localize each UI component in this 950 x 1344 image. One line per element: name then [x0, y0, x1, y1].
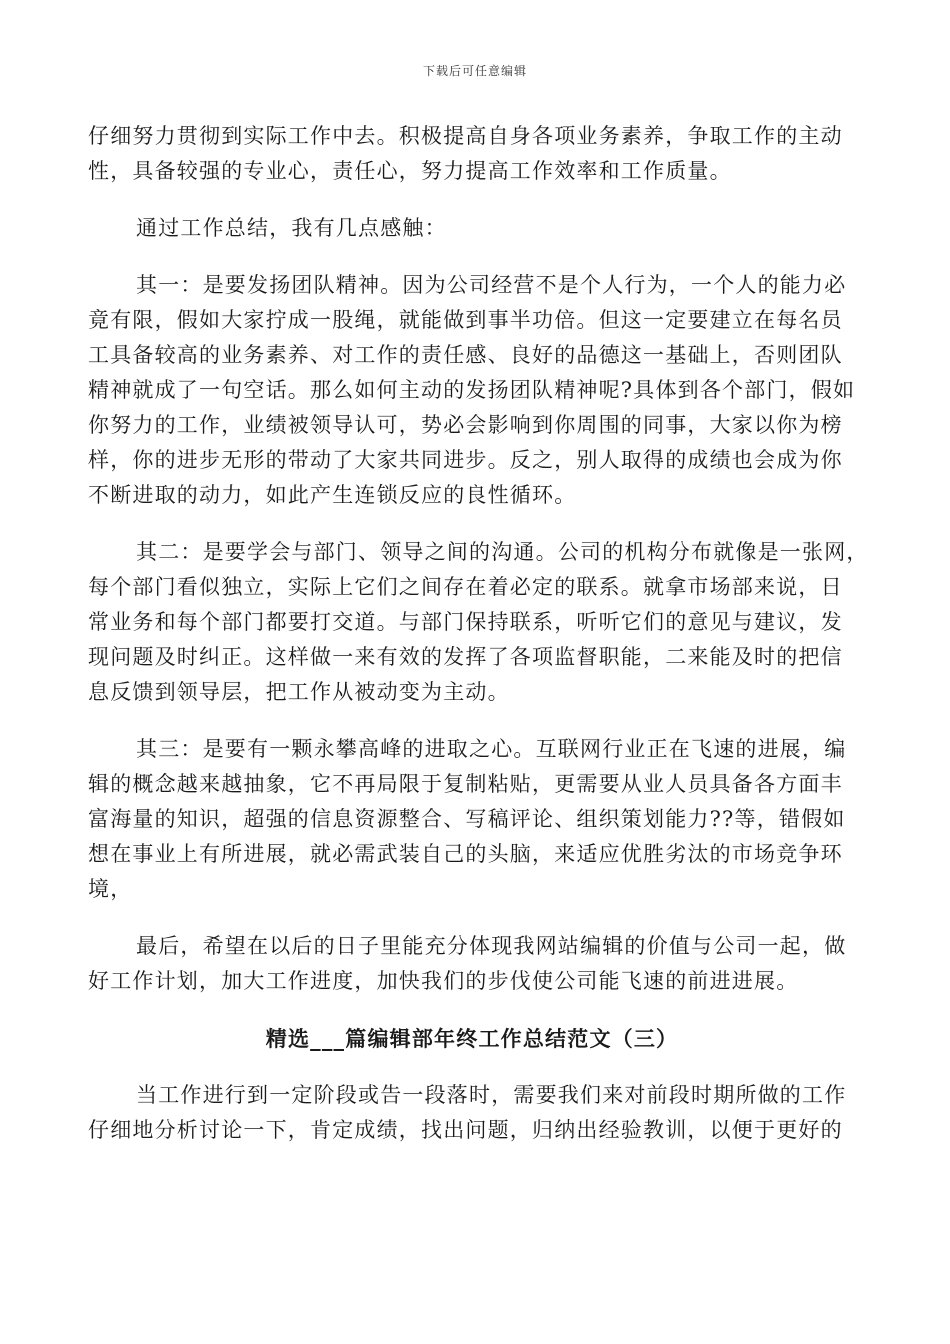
text-line: 现问题及时纠正。这样做一来有效的发挥了各项监督职能，二来能及时的把信: [88, 645, 843, 669]
text-line: 每个部门看似独立，实际上它们之间存在着必定的联系。就拿市场部来说，日: [88, 575, 843, 599]
paragraph: [88, 268, 856, 513]
text-line: 辑的概念越来越抽象，它不再局限于复制粘贴，更需要从业人员具备各方面丰: [88, 772, 843, 796]
text-line: 当工作进行到一定阶段或告一段落时，需要我们来对前段时期所做的工作: [136, 1083, 847, 1107]
paragraph: [88, 211, 856, 246]
text-line: 性，具备较强的专业心，责任心，努力提高工作效率和工作质量。: [88, 159, 732, 183]
paragraph: [88, 732, 856, 907]
text-line: 你努力的工作，业绩被领导认可，势必会影响到你周围的同事，大家以你为榜: [88, 413, 843, 437]
paragraph: [88, 119, 856, 189]
text-line: 其三：是要有一颗永攀高峰的进取之心。互联网行业正在飞速的进展，编: [136, 737, 847, 761]
page-header: 下载后可任意编辑: [422, 64, 527, 78]
paragraph: [88, 1078, 856, 1148]
text-line: 不断进取的动力，如此产生连锁反应的良性循环。: [88, 483, 577, 507]
text-line: 最后，希望在以后的日子里能充分体现我网站编辑的价值与公司一起，做: [136, 934, 847, 958]
text-line: 通过工作总结，我有几点感触：: [136, 216, 447, 240]
document-body: [88, 119, 869, 1170]
text-line: 仔细努力贯彻到实际工作中去。积极提高自身各项业务素养，争取工作的主动: [88, 124, 843, 148]
text-line: 好工作计划，加大工作进度，加快我们的步伐使公司能飞速的前进进展。: [88, 969, 799, 993]
text-line: 其二：是要学会与部门、领导之间的沟通。公司的机构分布就像是一张网，: [136, 540, 869, 564]
text-line: 其一：是要发扬团队精神。因为公司经营不是个人行为，一个人的能力必: [136, 273, 847, 297]
text-line: 竟有限，假如大家拧成一股绳，就能做到事半功倍。但这一定要建立在每名员: [88, 308, 843, 332]
text-line: 境，: [88, 877, 133, 901]
text-line: 仔细地分析讨论一下，肯定成绩，找出问题，归纳出经验教训，以便于更好的: [88, 1118, 843, 1142]
paragraph: [88, 929, 856, 999]
text-line: 工具备较高的业务素养、对工作的责任感、良好的品德这一基础上，否则团队: [88, 343, 843, 367]
text-line: 精神就成了一句空话。那么如何主动的发扬团队精神呢?具体到各个部门，假如: [88, 378, 856, 402]
text-line: 常业务和每个部门都要打交道。与部门保持联系，听听它们的意见与建议，发: [88, 610, 843, 634]
text-line: 想在事业上有所进展，就必需武装自己的头脑，来适应优胜劣汰的市场竞争环: [88, 842, 843, 866]
text-line: 富海量的知识，超强的信息资源整合、写稿评论、组织策划能力??等，错假如: [88, 807, 846, 831]
text-line: 样，你的进步无形的带动了大家共同进步。反之，别人取得的成绩也会成为你: [88, 448, 843, 472]
text-line: 息反馈到领导层，把工作从被动变为主动。: [88, 680, 510, 704]
section-heading: 精选___篇编辑部年终工作总结范文（三）: [265, 1026, 679, 1051]
paragraph: [88, 535, 869, 710]
